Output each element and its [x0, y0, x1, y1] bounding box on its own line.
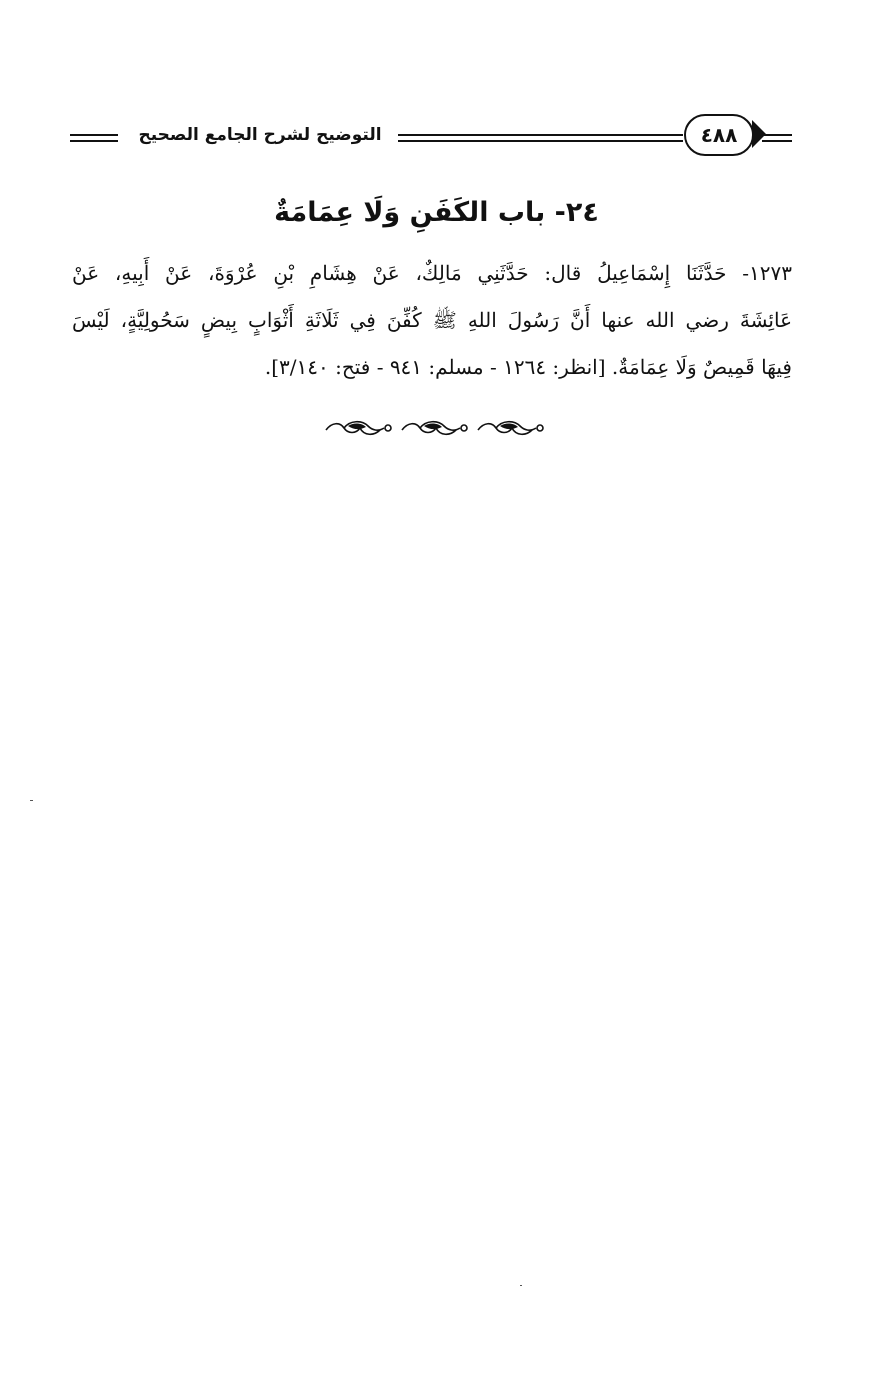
header-rule-left	[70, 134, 118, 136]
chapter-heading: ٢٤- باب الكَفَنِ وَلَا عِمَامَةٌ	[274, 197, 599, 228]
floral-divider-icon	[322, 414, 552, 444]
header-rule-middle	[398, 134, 683, 136]
page-header	[70, 112, 800, 162]
hadith-line: ١٢٧٣- حَدَّثَنَا إِسْمَاعِيلُ قال: حَدَّثَنِي مَالِكٌ، عَنْ هِشَامِ بْنِ عُرْوَةَ، عَنْ أَبِيهِ، عَنْ	[72, 261, 792, 285]
scan-speck	[30, 800, 33, 801]
hadith-line: عَائِشَةَ رضي الله عنها أَنَّ رَسُولَ اللهِ ﷺ كُفِّنَ فِي ثَلَاثَةِ أَثْوَابٍ بِيضٍ سَحُولِيَّةٍ، لَيْسَ	[72, 308, 792, 332]
hadith-line: فِيهَا قَمِيصٌ وَلَا عِمَامَةٌ. [انظر: ١٢٦٤ - مسلم: ٩٤١ - فتح: ٣/١٤٠].	[264, 355, 792, 379]
scan-speck	[520, 1285, 522, 1286]
hadith-text	[72, 250, 792, 391]
page-number: ٤٨٨	[684, 114, 754, 156]
header-rule-right	[762, 134, 792, 136]
running-title: التوضيح لشرح الجامع الصحيح	[138, 125, 382, 145]
